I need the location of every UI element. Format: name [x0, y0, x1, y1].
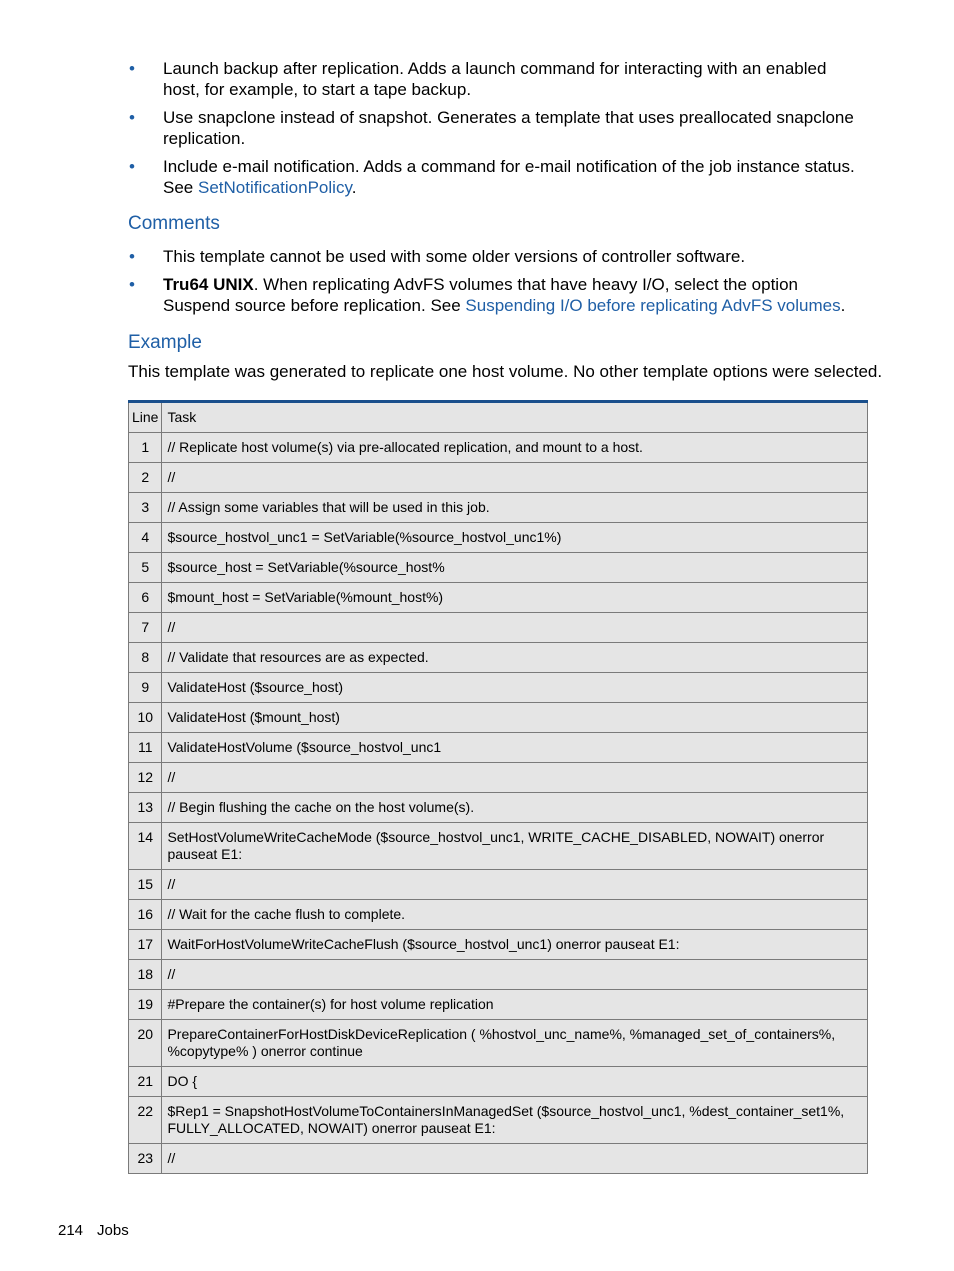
list-item: [128, 58, 867, 100]
line-number: 19: [129, 990, 162, 1020]
suspending-io-link[interactable]: Suspending I/O before replicating AdvFS volumes: [465, 296, 841, 315]
table-row: [129, 960, 868, 990]
line-number: 23: [129, 1144, 162, 1174]
table-row: [129, 643, 868, 673]
line-number: 1: [129, 433, 162, 463]
table-row: [129, 900, 868, 930]
task-cell: //: [162, 870, 868, 900]
task-cell: DO {: [162, 1067, 868, 1097]
line-number: 20: [129, 1020, 162, 1067]
line-number: 22: [129, 1097, 162, 1144]
task-cell: // Validate that resources are as expected.: [162, 643, 868, 673]
table-row: [129, 613, 868, 643]
option-label: Include e-mail notification.: [163, 157, 360, 176]
task-cell: // Wait for the cache flush to complete.: [162, 900, 868, 930]
header-task: Task: [162, 402, 868, 433]
table-row: [129, 493, 868, 523]
page-content: [128, 58, 883, 1174]
option-description: Adds a launch command for interacting with an enabled host, for example, to start a tape backup.: [163, 59, 827, 99]
comment-bold-label: Tru64 UNIX: [163, 275, 254, 294]
task-cell: // Begin flushing the cache on the host volume(s).: [162, 793, 868, 823]
line-number: 3: [129, 493, 162, 523]
line-number: 17: [129, 930, 162, 960]
option-description: Generates a template that uses preallocated snapclone replication.: [163, 108, 854, 148]
example-intro: This template was generated to replicate one host volume. No other template options were selected.: [128, 362, 883, 381]
bullet-icon: •: [129, 157, 135, 176]
line-number: 12: [129, 763, 162, 793]
task-cell: //: [162, 463, 868, 493]
table-row: [129, 433, 868, 463]
table-row: [129, 1067, 868, 1097]
option-label: Use snapclone instead of snapshot.: [163, 108, 433, 127]
task-cell: //: [162, 1144, 868, 1174]
line-number: 2: [129, 463, 162, 493]
line-number: 21: [129, 1067, 162, 1097]
punctuation: .: [840, 296, 846, 315]
example-heading: Example: [128, 332, 202, 353]
set-notification-policy-link[interactable]: SetNotificationPolicy: [197, 178, 352, 197]
task-cell: SetHostVolumeWriteCacheMode ($source_hostvol_unc1, WRITE_CACHE_DISABLED, NOWAIT) onerror pauseat E1:: [162, 823, 868, 870]
table-row: [129, 463, 868, 493]
line-number: 9: [129, 673, 162, 703]
comment-text: This template cannot be used with some older versions of controller software.: [163, 247, 746, 266]
line-number: 18: [129, 960, 162, 990]
line-number: 6: [129, 583, 162, 613]
table-row: [129, 733, 868, 763]
bullet-icon: •: [129, 108, 135, 127]
bullet-icon: •: [129, 275, 135, 294]
option-description: Adds a command for e-mail notification of the job instance status. See: [163, 157, 855, 197]
table-row: [129, 583, 868, 613]
line-number: 13: [129, 793, 162, 823]
task-cell: //: [162, 763, 868, 793]
comment-text: . When replicating AdvFS volumes that have heavy I/O, select the option Suspend source before replication. See: [163, 275, 798, 315]
task-cell: ValidateHost ($source_host): [162, 673, 868, 703]
table-row: [129, 523, 868, 553]
template-table: [128, 400, 868, 1174]
bullet-icon: •: [129, 59, 135, 78]
line-number: 11: [129, 733, 162, 763]
table-row: [129, 930, 868, 960]
table-row: [129, 1097, 868, 1144]
table-row: [129, 870, 868, 900]
task-cell: $mount_host = SetVariable(%mount_host%): [162, 583, 868, 613]
task-cell: PrepareContainerForHostDiskDeviceReplication ( %hostvol_unc_name%, %managed_set_of_containers%, %copytype% ) onerror continue: [162, 1020, 868, 1067]
page-number: 214: [58, 1222, 84, 1239]
line-number: 14: [129, 823, 162, 870]
task-cell: $source_hostvol_unc1 = SetVariable(%source_hostvol_unc1%): [162, 523, 868, 553]
list-item: [128, 107, 867, 149]
line-number: 7: [129, 613, 162, 643]
table-header-row: [129, 402, 868, 433]
table-row: [129, 553, 868, 583]
task-cell: #Prepare the container(s) for host volume replication: [162, 990, 868, 1020]
line-number: 15: [129, 870, 162, 900]
page-footer: [58, 1222, 143, 1239]
table-row: [129, 763, 868, 793]
comments-heading: Comments: [128, 213, 220, 234]
comments-list: [128, 246, 867, 316]
task-cell: WaitForHostVolumeWriteCacheFlush ($source_hostvol_unc1) onerror pauseat E1:: [162, 930, 868, 960]
header-line: Line: [129, 402, 162, 433]
option-label: Launch backup after replication.: [163, 59, 404, 78]
table-row: [129, 1020, 868, 1067]
list-item: [128, 246, 867, 267]
table-row: [129, 673, 868, 703]
table-row: [129, 793, 868, 823]
table-row: [129, 990, 868, 1020]
footer-section: Jobs: [97, 1222, 129, 1239]
list-item: [128, 274, 867, 316]
punctuation: .: [351, 178, 357, 197]
table-row: [129, 1144, 868, 1174]
task-cell: $source_host = SetVariable(%source_host%: [162, 553, 868, 583]
task-cell: //: [162, 960, 868, 990]
line-number: 16: [129, 900, 162, 930]
line-number: 4: [129, 523, 162, 553]
task-cell: ValidateHostVolume ($source_hostvol_unc1: [162, 733, 868, 763]
table-row: [129, 703, 868, 733]
task-cell: // Assign some variables that will be used in this job.: [162, 493, 868, 523]
task-cell: //: [162, 613, 868, 643]
bullet-icon: •: [129, 247, 135, 266]
line-number: 5: [129, 553, 162, 583]
task-cell: // Replicate host volume(s) via pre-allocated replication, and mount to a host.: [162, 433, 868, 463]
list-item: [128, 156, 867, 198]
table-row: [129, 823, 868, 870]
task-cell: $Rep1 = SnapshotHostVolumeToContainersInManagedSet ($source_hostvol_unc1, %dest_container_set1%, FULLY_ALLOCATED, NOWAIT) onerror pauseat E1:: [162, 1097, 868, 1144]
line-number: 8: [129, 643, 162, 673]
table-body: [129, 402, 868, 1174]
options-list: [128, 58, 867, 198]
line-number: 10: [129, 703, 162, 733]
task-cell: ValidateHost ($mount_host): [162, 703, 868, 733]
